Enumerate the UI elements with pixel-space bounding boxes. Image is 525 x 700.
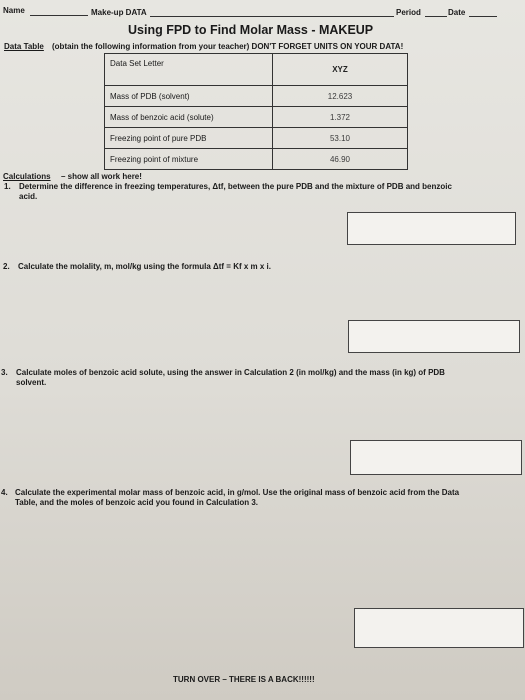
answer-box-4[interactable] — [354, 608, 524, 648]
period-line — [425, 16, 447, 17]
turn-over-note: TURN OVER – THERE IS A BACK!!!!!! — [173, 675, 315, 684]
row-label: Data Set Letter — [105, 54, 273, 86]
question-number: 1. — [4, 182, 11, 191]
question-2 — [18, 262, 271, 272]
row-label: Freezing point of pure PDB — [105, 128, 273, 149]
question-text: acid. — [19, 192, 38, 201]
data-table-instruction: (obtain the following information from your teacher) DON'T FORGET UNITS ON YOUR DATA! — [52, 42, 404, 51]
calculations-note: – show all work here! — [61, 172, 142, 181]
question-text: Table, and the moles of benzoic acid you found in Calculation 3. — [15, 498, 258, 507]
question-number: 2. — [3, 262, 10, 271]
calculations-heading: Calculations — [3, 172, 51, 181]
table-row — [105, 86, 408, 107]
table-row — [105, 149, 408, 170]
row-label: Freezing point of mixture — [105, 149, 273, 170]
question-number: 3. — [1, 368, 8, 377]
row-value: 1.372 — [273, 107, 408, 128]
data-table — [104, 53, 408, 170]
name-line — [30, 15, 88, 16]
table-row — [105, 54, 408, 86]
question-text: Calculate the experimental molar mass of benzoic acid, in g/mol. Use the original mass of benzoic acid from the Data — [15, 488, 460, 497]
question-3 — [16, 368, 445, 388]
assignment-line — [150, 16, 394, 17]
answer-box-2[interactable] — [348, 320, 520, 353]
row-value: 53.10 — [273, 128, 408, 149]
name-label: Name — [3, 6, 25, 15]
table-row — [105, 128, 408, 149]
row-value: XYZ — [273, 54, 408, 86]
worksheet-title: Using FPD to Find Molar Mass - MAKEUP — [128, 23, 374, 37]
answer-box-3[interactable] — [350, 440, 522, 475]
question-number: 4. — [1, 488, 8, 497]
date-label: Date — [448, 8, 466, 17]
question-text: Calculate the molality, m, mol/kg using the formula Δtf = Kf x m x i. — [18, 262, 271, 271]
question-text: Calculate moles of benzoic acid solute, using the answer in Calculation 2 (in mol/kg) and the mass (in kg) of PDB — [16, 368, 445, 377]
row-label: Mass of benzoic acid (solute) — [105, 107, 273, 128]
row-value: 46.90 — [273, 149, 408, 170]
answer-box-1[interactable] — [347, 212, 516, 245]
question-4 — [15, 488, 459, 508]
question-text: solvent. — [16, 378, 47, 387]
table-row — [105, 107, 408, 128]
question-1 — [19, 182, 452, 202]
period-label: Period — [396, 8, 421, 17]
row-label: Mass of PDB (solvent) — [105, 86, 273, 107]
assignment-label: Make-up DATA — [91, 8, 147, 17]
date-line — [469, 16, 497, 17]
row-value: 12.623 — [273, 86, 408, 107]
data-table-heading: Data Table — [4, 42, 44, 51]
question-text: Determine the difference in freezing temperatures, Δtf, between the pure PDB and the mixture of PDB and benzoic — [19, 182, 452, 191]
